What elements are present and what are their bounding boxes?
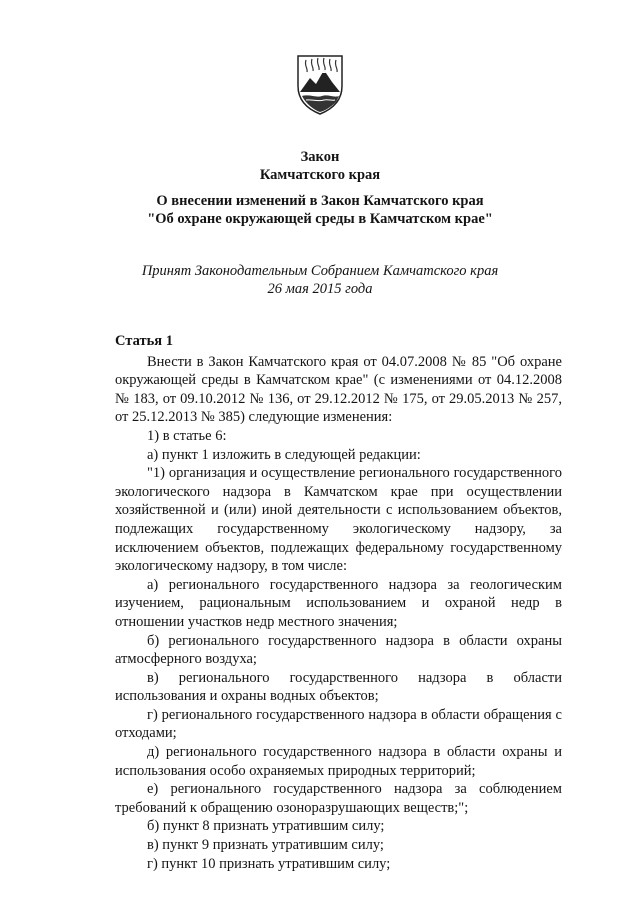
- adoption-date-day: 26 мая: [267, 281, 313, 297]
- adoption-block: [0, 262, 640, 298]
- kamchatka-coat-of-arms-emblem: [292, 52, 348, 116]
- subitem-g: г) регионального государственного надзора в области обращения с отходами;: [115, 706, 562, 742]
- item-a: а) пункт 1 изложить в следующей редакции:: [147, 446, 421, 463]
- region-label: Камчатского края: [259, 167, 381, 183]
- adoption-date: [0, 280, 640, 298]
- law-label: Закон: [300, 149, 340, 165]
- subitem-e: е) регионального государственного надзора за соблюдением требований к обращению озоноразрушающих веществ;";: [115, 781, 562, 816]
- law-subject-block: [0, 192, 640, 228]
- subject-line-2: "Об охране окружающей среды в Камчатском крае": [147, 211, 493, 227]
- subitem-b: б) регионального государственного надзора в области охраны атмосферного воздуха;: [115, 632, 562, 668]
- article-intro: Внести в Закон Камчатского края от 04.07.2008 № 85 "Об охране окружающей среды в Камчатском крае" (с изменениями от 04.12.2008 № 183, от 09.10.2012 № 136, от 29.12.2012 № 175, от 29.05.2013 № 257, от 25.12.2013 № 385) следующие изменения:: [115, 353, 562, 426]
- item-1: 1) в статье 6:: [147, 427, 227, 444]
- adoption-line: Принят Законодательным Собранием Камчатского края: [141, 263, 499, 279]
- adoption-date-year: 2015: [312, 281, 342, 297]
- article-body: [115, 332, 562, 873]
- quoted-paragraph: "1) организация и осуществление регионального государственного экологического надзора в Камчатском крае при осуществлении хозяйственной и (или) иной деятельности с использованием объектов, подлежащих государственному экологическому надзору, за исключением объектов, подлежащих федеральному государственному экологическому надзору, в том числе:: [115, 465, 562, 575]
- item-b: б) пункт 8 признать утратившим силу;: [147, 818, 385, 835]
- adoption-date-suffix: года: [341, 281, 373, 297]
- article-title: Статья 1: [115, 333, 173, 349]
- subitem-a: а) регионального государственного надзора за геологическим изучением, рациональным использованием и охраной недр в отношении участков недр местного значения;: [115, 576, 562, 630]
- subitem-d: д) регионального государственного надзора в области охраны и использования особо охраняемых природных территорий;: [115, 744, 562, 779]
- law-title-block: [0, 148, 640, 184]
- item-g: г) пункт 10 признать утратившим силу;: [147, 855, 391, 872]
- item-v: в) пункт 9 признать утратившим силу;: [147, 837, 384, 854]
- subitem-v: в) регионального государственного надзора в области использования и охраны водных объектов;: [115, 669, 562, 705]
- subject-line-1: О внесении изменений в Закон Камчатского края: [156, 193, 484, 209]
